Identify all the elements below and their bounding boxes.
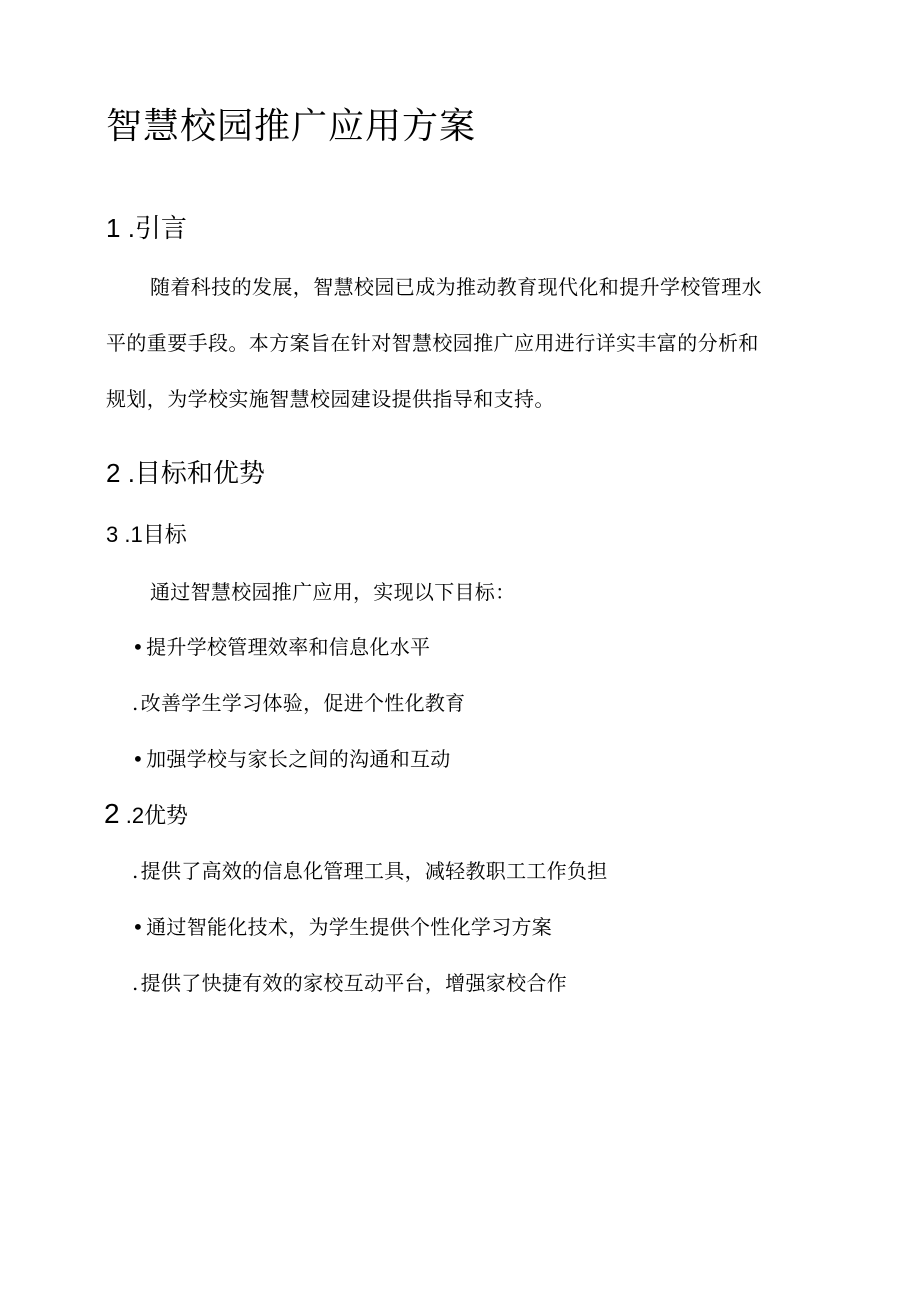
paragraph-line: 规划，为学校实施智慧校园建设提供指导和支持。 (106, 387, 555, 411)
bullet-marker: • (132, 635, 145, 659)
list-item (132, 968, 567, 998)
paragraph-line: 平的重要手段。本方案旨在针对智慧校园推广应用进行详实丰富的分析和 (106, 331, 759, 355)
subsection-title: .2优势 (125, 803, 189, 828)
subsection-number: 3 (106, 522, 119, 547)
section-heading-intro (106, 211, 187, 245)
section-title: .目标和优势 (127, 458, 265, 488)
bullet-marker: . (132, 691, 139, 715)
list-item-text: 通过智能化技术，为学生提供个性化学习方案 (146, 915, 553, 939)
section-number: 1 (106, 213, 121, 243)
subsection-number: 2 (104, 798, 120, 829)
bullet-marker: • (132, 915, 145, 939)
list-item-text: 提供了高效的信息化管理工具，减轻教职工工作负担 (140, 859, 608, 883)
section-heading-goals-advantages (106, 456, 265, 490)
list-item (132, 632, 430, 662)
intro-paragraph (106, 272, 806, 440)
subsection-heading-advantages (104, 799, 188, 831)
list-item (132, 912, 552, 942)
subsection-title: .1目标 (124, 522, 187, 547)
goals-intro: 通过智慧校园推广应用，实现以下目标： (150, 580, 516, 604)
document-title: 智慧校园推广应用方案 (106, 106, 477, 147)
list-item-text: 加强学校与家长之间的沟通和互动 (146, 747, 451, 771)
subsection-heading-goals (106, 520, 187, 550)
section-title: .引言 (127, 213, 187, 243)
list-item (132, 856, 608, 886)
list-item-text: 改善学生学习体验，促进个性化教育 (140, 691, 466, 715)
section-number: 2 (106, 458, 121, 488)
bullet-marker: • (132, 747, 145, 771)
list-item (132, 688, 465, 718)
list-item-text: 提供了快捷有效的家校互动平台，增强家校合作 (140, 971, 567, 995)
paragraph-line: 随着科技的发展，智慧校园已成为推动教育现代化和提升学校管理水 (150, 275, 762, 299)
list-item (132, 744, 451, 774)
bullet-marker: . (132, 859, 139, 883)
list-item-text: 提升学校管理效率和信息化水平 (146, 635, 431, 659)
bullet-marker: . (132, 971, 139, 995)
